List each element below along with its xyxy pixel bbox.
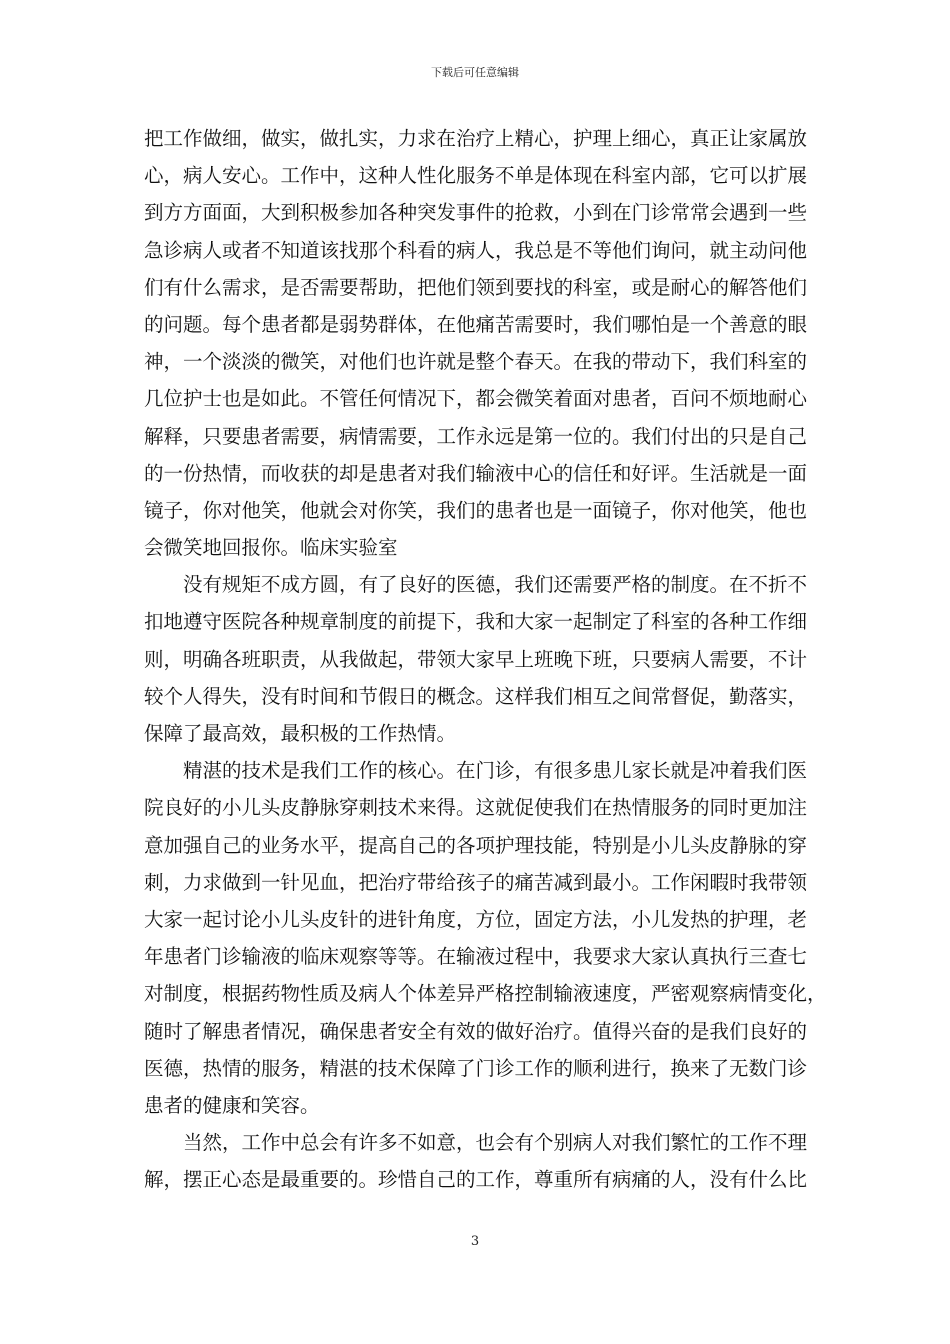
text-line: 急诊病人或者不知道该找那个科看的病人，我总是不等他们询问，就主动问他 <box>144 238 808 262</box>
text-line: 几位护士也是如此。不管任何情况下，都会微笑着面对患者，百问不烦地耐心 <box>144 387 808 411</box>
text-line: 对制度，根据药物性质及病人个体差异严格控制输液速度，严密观察病情变化， <box>144 982 827 1006</box>
text-line: 到方方面面，大到积极参加各种突发事件的抢救，小到在门诊常常会遇到一些 <box>144 201 808 225</box>
text-line: 会微笑地回报你。临床实验室 <box>144 536 398 560</box>
text-line: 保障了最高效，最积极的工作热情。 <box>144 722 457 745</box>
document-body <box>144 120 827 1198</box>
text-line: 镜子，你对他笑，他就会对你笑，我们的患者也是一面镜子，你对他笑，他也 <box>144 498 808 522</box>
paragraph-2 <box>144 566 808 752</box>
text-line: 则，明确各班职责，从我做起，带领大家早上班晚下班，只要病人需要，不计 <box>144 647 808 671</box>
text-line: 们有什么需求，是否需要帮助，把他们领到要找的科室，或是耐心的解答他们 <box>144 275 808 299</box>
text-line: 的一份热情，而收获的却是患者对我们输液中心的信任和好评。生活就是一面 <box>144 461 808 485</box>
text-line: 的问题。每个患者都是弱势群体，在他痛苦需要时，我们哪怕是一个善意的眼 <box>144 312 808 336</box>
text-line: 精湛的技术是我们工作的核心。在门诊，有很多患儿家长就是冲着我们医 <box>183 759 808 783</box>
text-line: 患者的健康和笑容。 <box>144 1093 320 1117</box>
text-line: 意加强自己的业务水平，提高自己的各项护理技能，特别是小儿头皮静脉的穿 <box>144 833 808 857</box>
text-line: 把工作做细，做实，做扎实，力求在治疗上精心，护理上细心，真正让家属放 <box>144 127 808 150</box>
text-line: 心，病人安心。工作中，这种人性化服务不单是体现在科室内部，它可以扩展 <box>144 164 808 188</box>
text-line: 大家一起讨论小儿头皮针的进针角度，方位，固定方法，小儿发热的护理，老 <box>144 907 808 931</box>
text-line: 当然，工作中总会有许多不如意，也会有个别病人对我们繁忙的工作不理 <box>183 1131 808 1155</box>
text-line: 年患者门诊输液的临床观察等等。在输液过程中，我要求大家认真执行三查七 <box>144 945 808 969</box>
text-line: 没有规矩不成方圆，有了良好的医德，我们还需要严格的制度。在不折不 <box>183 573 808 597</box>
text-line: 解释，只要患者需要，病情需要，工作永远是第一位的。我们付出的只是自己 <box>144 424 808 448</box>
text-line: 医德，热情的服务，精湛的技术保障了门诊工作的顺利进行，换来了无数门诊 <box>144 1056 808 1080</box>
text-line: 扣地遵守医院各种规章制度的前提下，我和大家一起制定了科室的各种工作细 <box>144 610 808 634</box>
page-header: 下载后可任意编辑 <box>431 66 519 79</box>
text-line: 院良好的小儿头皮静脉穿刺技术来得。这就促使我们在热情服务的同时更加注 <box>144 796 808 820</box>
paragraph-4 <box>144 1124 808 1198</box>
paragraph-3 <box>144 752 827 1124</box>
text-line: 神，一个淡淡的微笑，对他们也许就是整个春天。在我的带动下，我们科室的 <box>144 350 808 374</box>
page-number: 3 <box>470 1234 480 1249</box>
text-line: 刺，力求做到一针见血，把治疗带给孩子的痛苦减到最小。工作闲暇时我带领 <box>144 870 808 894</box>
text-line: 随时了解患者情况，确保患者安全有效的做好治疗。值得兴奋的是我们良好的 <box>144 1019 808 1043</box>
paragraph-1 <box>144 120 808 566</box>
text-line: 解，摆正心态是最重要的。珍惜自己的工作，尊重所有病痛的人，没有什么比 <box>144 1168 808 1192</box>
text-line: 较个人得失，没有时间和节假日的概念。这样我们相互之间常督促，勤落实， <box>144 684 808 708</box>
